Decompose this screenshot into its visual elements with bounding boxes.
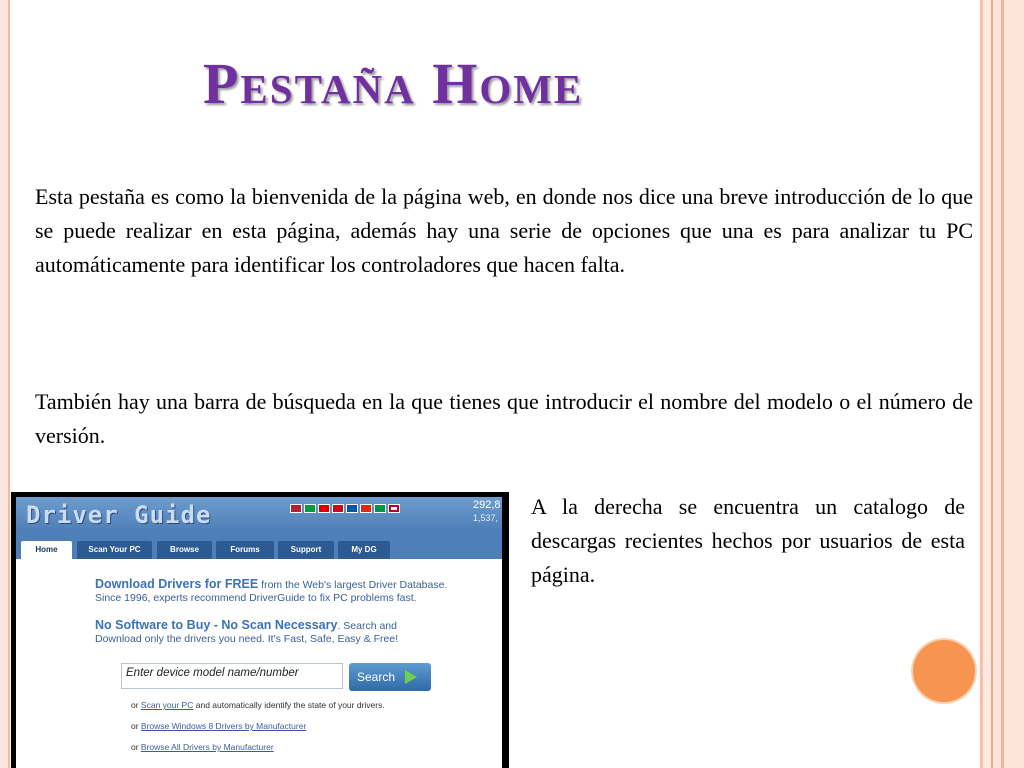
search-paragraph: También hay una barra de búsqueda en la que tienes que introducir el nombre del modelo o el número de versión.: [35, 389, 973, 448]
search-button-label: Search: [357, 670, 396, 684]
language-flags: [290, 504, 400, 513]
browse-all-link[interactable]: Browse All Drivers by Manufacturer: [140, 742, 274, 752]
scan-your-pc-link[interactable]: Scan your PC: [140, 700, 194, 710]
tab-my-dg[interactable]: My DG: [338, 541, 390, 559]
tab-home[interactable]: Home: [21, 541, 72, 559]
slide-title: Pestaña Home: [203, 51, 584, 116]
orange-circle-decoration: [913, 640, 975, 702]
brazil-flag-icon[interactable]: [304, 504, 316, 513]
browse-all-prefix: or: [131, 742, 141, 752]
no-software-headline: [95, 618, 397, 632]
us-flag-icon[interactable]: [290, 504, 302, 513]
catalog-paragraph: A la derecha se encuentra un catalogo de descargas recientes hechos por usuarios de esta página.: [531, 494, 965, 587]
dg-body: [16, 559, 502, 768]
no-software-bold: No Software to Buy - No Scan Necessary: [95, 618, 338, 632]
screenshot-content: [16, 497, 502, 768]
scan-link-row: [131, 700, 385, 710]
device-search-input[interactable]: Enter device model name/number: [121, 663, 343, 689]
driverguide-logo: Driver Guide: [26, 501, 212, 529]
user-count: 1,537,: [473, 513, 499, 523]
since-line: Since 1996, experts recommend DriverGuide to fix PC problems fast.: [95, 592, 417, 604]
no-software-rest: . Search and: [337, 620, 397, 632]
browse-win8-row: [131, 721, 306, 731]
arrow-right-icon: [405, 670, 417, 684]
tab-support[interactable]: Support: [278, 541, 334, 559]
japan-flag-icon[interactable]: [388, 504, 400, 513]
italy-flag-icon[interactable]: [374, 504, 386, 513]
browse-win8-prefix: or: [131, 721, 141, 731]
tab-scan-your-pc[interactable]: Scan Your PC: [77, 541, 152, 559]
tab-forums[interactable]: Forums: [216, 541, 274, 559]
china-flag-icon[interactable]: [360, 504, 372, 513]
spain-flag-icon[interactable]: [332, 504, 344, 513]
browse-all-row: [131, 742, 274, 752]
search-button[interactable]: [349, 663, 431, 691]
driverguide-screenshot: [11, 492, 509, 768]
driver-count: 292,8: [473, 499, 501, 511]
france-flag-icon[interactable]: [346, 504, 358, 513]
dg-header: [16, 497, 502, 531]
download-headline-rest: from the Web's largest Driver Database.: [258, 579, 448, 591]
tab-bar: [16, 531, 502, 559]
scan-link-suffix: and automatically identify the state of your drivers.: [193, 700, 385, 710]
download-headline-bold: Download Drivers for FREE: [95, 577, 259, 591]
right-stripes: [980, 0, 1024, 768]
germany-flag-icon[interactable]: [318, 504, 330, 513]
tab-browse[interactable]: Browse: [157, 541, 212, 559]
left-border: [0, 0, 10, 768]
download-headline: [95, 577, 447, 591]
scan-link-prefix: or: [131, 700, 141, 710]
intro-paragraph: Esta pestaña es como la bienvenida de la página web, en donde nos dice una breve introducción de lo que se puede realizar en esta página, además hay una serie de opciones que una es para analizar tu PC automáticamente para identificar los controladores que hacen falta.: [35, 184, 973, 277]
download-only-line: Download only the drivers you need. It's Fast, Safe, Easy & Free!: [95, 633, 399, 645]
browse-win8-link[interactable]: Browse Windows 8 Drivers by Manufacturer: [140, 721, 307, 731]
